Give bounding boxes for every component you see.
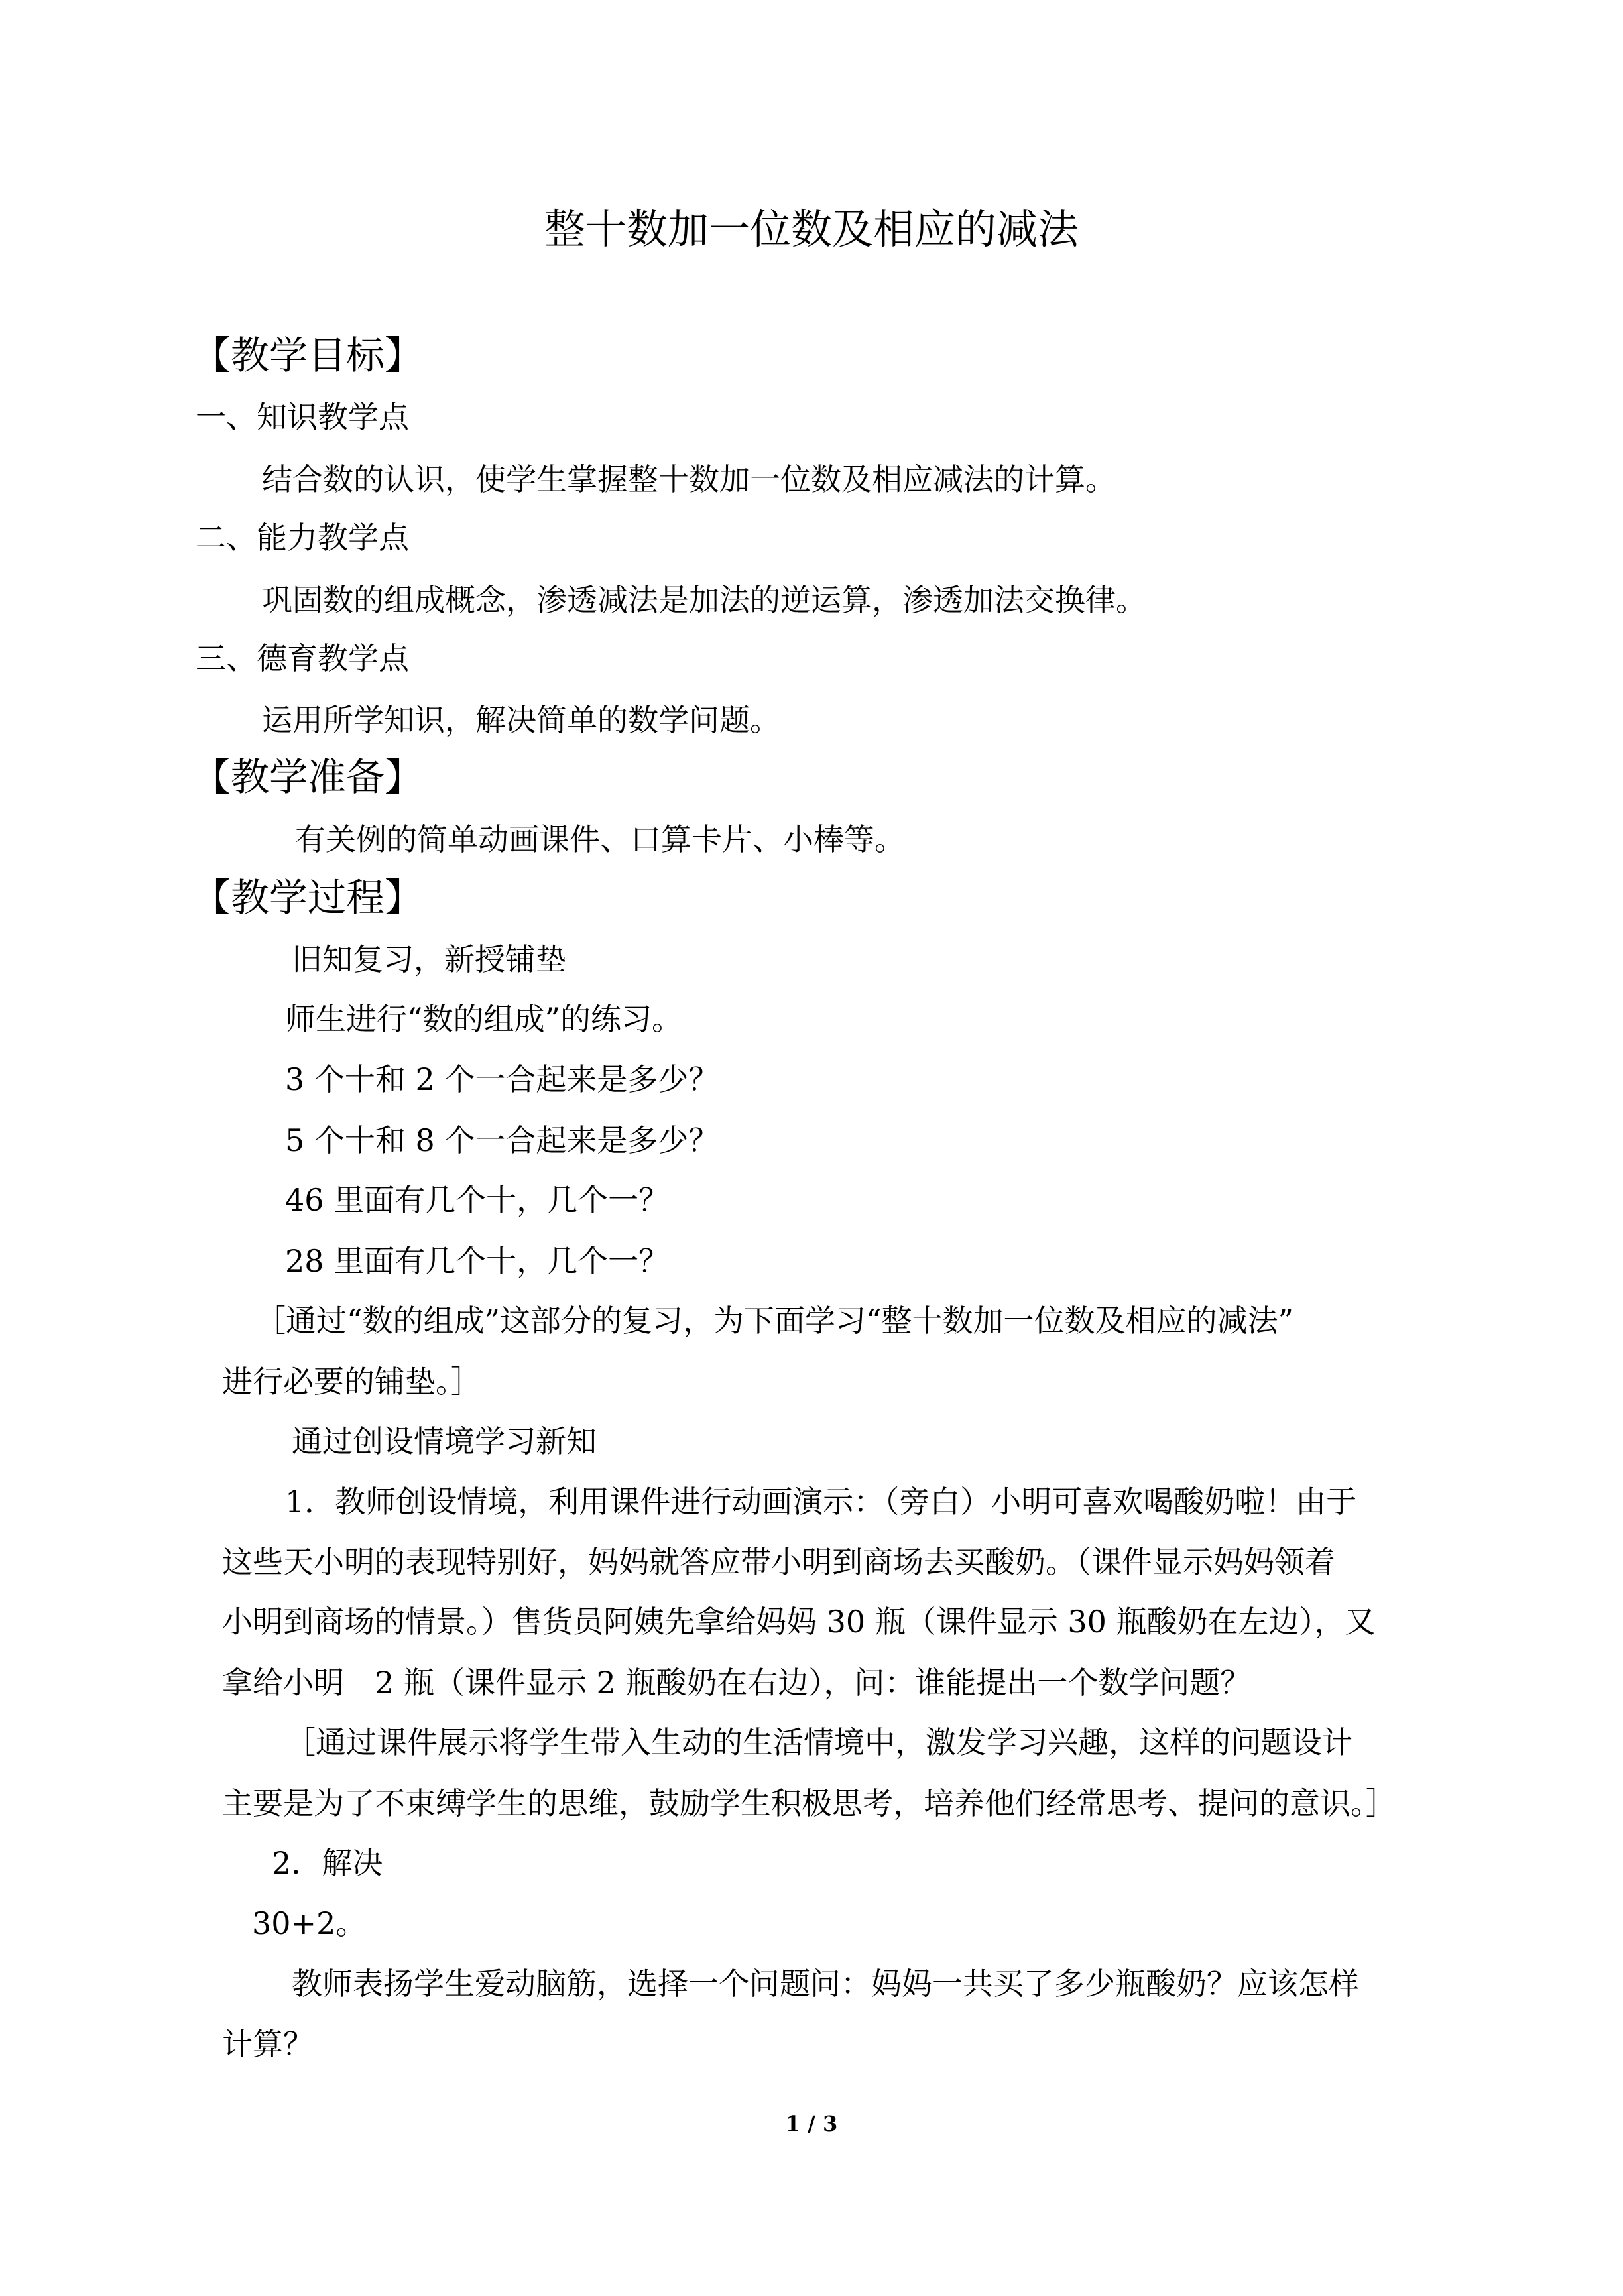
objective-text-moral: 运用所学知识，解决简单的数学问题。 [262, 702, 780, 738]
review-question: 28 里面有几个十，几个一？ [285, 1243, 670, 1279]
new-knowledge-title: 通过创设情境学习新知 [292, 1423, 597, 1459]
objective-label-ability: 二、能力教学点 [196, 520, 409, 556]
review-note-line: 进行必要的铺垫。］ [222, 1364, 481, 1400]
preparation-heading: 【教学准备】 [192, 755, 424, 800]
page-number: 1 / 3 [785, 2111, 838, 2136]
review-question: 3 个十和 2 个一合起来是多少？ [285, 1061, 719, 1097]
step2-expression: 30+2。 [252, 1905, 367, 1941]
step1-note-line: ［通过课件展示将学生带入生动的生活情境中，激发学习兴趣，这样的问题设计 [285, 1724, 1352, 1760]
step2-text-line: 教师表扬学生爱动脑筋，选择一个问题问：妈妈一共买了多少瓶酸奶？应该怎样 [292, 1966, 1359, 2002]
review-title: 旧知复习，新授铺垫 [292, 941, 566, 977]
step2-label: 2．解决 [272, 1845, 383, 1881]
step1-note-line: 主要是为了不束缚学生的思维，鼓励学生积极思考，培养他们经常思考、提问的意识。］ [222, 1785, 1396, 1821]
step1-line: 拿给小明 2 瓶（课件显示 2 瓶酸奶在右边），问：谁能提出一个数学问题？ [222, 1665, 1251, 1701]
review-question: 5 个十和 8 个一合起来是多少？ [285, 1122, 719, 1158]
objectives-heading: 【教学目标】 [192, 333, 424, 378]
step1-line: 小明到商场的情景。）售货员阿姨先拿给妈妈 30 瓶（课件显示 30 瓶酸奶在左边），又 [222, 1604, 1376, 1640]
preparation-text: 有关例的简单动画课件、口算卡片、小棒等。 [295, 821, 905, 857]
process-heading: 【教学过程】 [192, 875, 424, 920]
objective-label-moral: 三、德育教学点 [196, 640, 409, 676]
objective-text-ability: 巩固数的组成概念，渗透减法是加法的逆运算，渗透加法交换律。 [262, 582, 1146, 618]
objective-text-knowledge: 结合数的认识，使学生掌握整十数加一位数及相应减法的计算。 [262, 461, 1116, 497]
step1-line: 这些天小明的表现特别好，妈妈就答应带小明到商场去买酸奶。（课件显示妈妈领着 [222, 1544, 1335, 1580]
review-intro: 师生进行“数的组成”的练习。 [285, 1001, 683, 1037]
review-note-line: ［通过“数的组成”这部分的复习，为下面学习“整十数加一位数及相应的减法” [255, 1303, 1294, 1339]
review-question: 46 里面有几个十，几个一？ [285, 1182, 670, 1218]
document-title: 整十数加一位数及相应的减法 [544, 205, 1079, 253]
objective-label-knowledge: 一、知识教学点 [196, 399, 409, 435]
step1-line: 1．教师创设情境，利用课件进行动画演示：（旁白）小明可喜欢喝酸奶啦！由于 [285, 1484, 1357, 1520]
step2-text-line: 计算？ [222, 2026, 314, 2062]
